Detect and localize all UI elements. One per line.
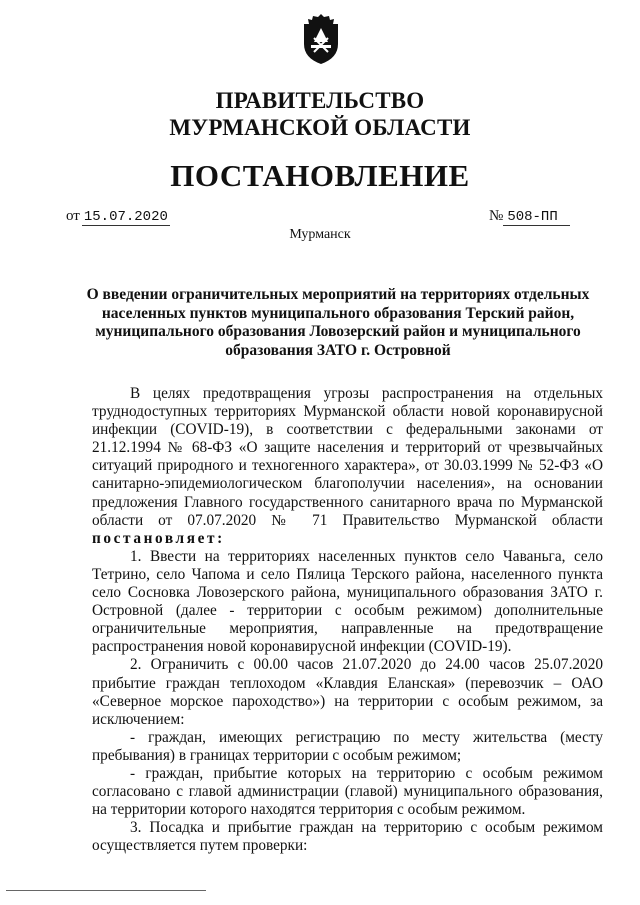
paragraph-2: 2. Ограничить с 00.00 часов 21.07.2020 до 24.00 часов 25.07.2020 прибытие граждан теплоходом «Клавдия Еланская» (перевозчик – ОАО «Северное морское пароходство») на территории с особым режимом, за исключением: xyxy=(92,656,603,728)
paragraph-2-item-2: - граждан, прибытие которых на территорию с особым режимом согласовано с главой администрации (главой) муниципального образования, на территории которого находятся территория с особым режимом. xyxy=(92,764,603,819)
paragraph-3: 3. Посадка и прибытие граждан на территорию с особым режимом осуществляется путем проверки: xyxy=(92,819,603,855)
preamble-text: В целях предотвращения угрозы распространения на отдельных труднодоступных территориях Мурманской области новой коронавирусной инфекции (COVID-19), в соответствии с федеральными законами от 21.12.1994 № 68-ФЗ «О защите населения и территорий от чрезвычайных ситуаций природного и техногенного характера», от 30.03.1999 № 52-ФЗ «О санитарно-эпидемиологическом благополучии населения», на основании предложения Главного государственного санитарного врача по Мурманской области от 07.07.2020 № 71 Правительство Мурманской области xyxy=(92,385,603,529)
coat-of-arms-icon xyxy=(302,14,340,64)
number-prefix: № xyxy=(489,208,504,224)
date-prefix: от xyxy=(66,208,80,224)
document-date xyxy=(66,208,170,225)
number-value: 508-ПП xyxy=(503,209,569,226)
document-body xyxy=(92,385,603,855)
org-name-line2: МУРМАНСКОЙ ОБЛАСТИ xyxy=(169,115,471,140)
preamble-paragraph xyxy=(92,385,603,548)
document-title: О введении ограничительных мероприятий на территориях отдельных населенных пунктов муниципального образования Терский район, муниципального образования Ловозерский район и муниципального образования ЗАТО г. Островной xyxy=(86,286,590,359)
document-type: ПОСТАНОВЛЕНИЕ xyxy=(170,158,470,193)
date-value: 15.07.2020 xyxy=(83,209,168,225)
resolves-word: постановляет: xyxy=(92,529,225,547)
org-name-line1: ПРАВИТЕЛЬСТВО xyxy=(215,88,425,113)
paragraph-2-item-1: - граждан, имеющих регистрацию по месту жительства (месту пребывания) в границах территории с особым режимом; xyxy=(92,728,603,764)
paragraph-1: 1. Ввести на территориях населенных пунктов село Чаваньга, село Тетрино, село Чапома и село Пялица Терского района, населенного пункта село Сосновка Ловозерского района, муниципального образования ЗАТО г. Островной (далее - территории с особым режимом) дополнительные ограничительные мероприятия, направленные на предотвращение распространения новой коронавирусной инфекции (COVID-19). xyxy=(92,547,603,656)
city: Мурманск xyxy=(289,227,351,242)
document-number xyxy=(489,208,570,225)
footer-divider xyxy=(6,890,206,891)
